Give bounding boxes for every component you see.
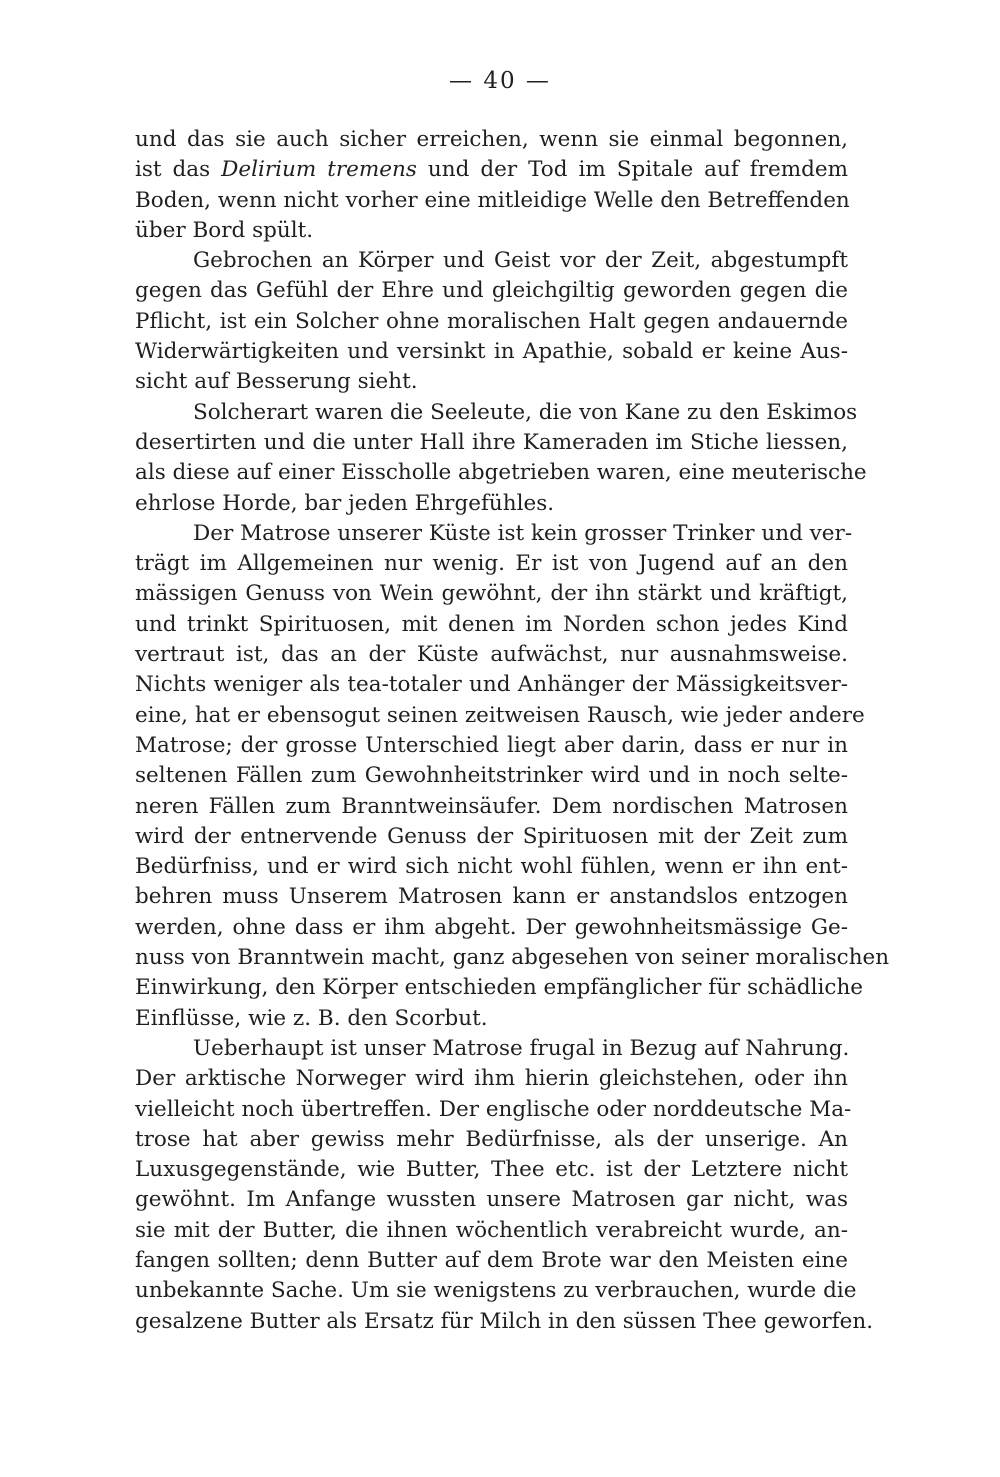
line-text: ehrlose Horde, bar jeden Ehrgefühles.	[135, 490, 555, 516]
text-line	[135, 640, 848, 670]
text-line	[135, 1307, 874, 1337]
text-line	[135, 398, 858, 428]
text-line	[135, 761, 848, 791]
text-line	[135, 852, 848, 882]
line-text: Gebrochen an Körper und Geist vor der Zeit, abgestumpft	[193, 248, 848, 274]
line-text: fangen sollten; denn Butter auf dem Brote war den Meisten eine	[135, 1247, 848, 1273]
text-line	[135, 822, 848, 852]
line-text: werden, ohne dass er ihm abgeht. Der gewohnheitsmässige Ge-	[135, 914, 848, 940]
text-line	[135, 731, 848, 761]
line-text: nuss von Branntwein macht, ganz abgesehen von seiner moralischen	[135, 945, 890, 971]
line-text: als diese auf einer Eisscholle abgetrieben waren, eine meuterische	[135, 460, 867, 486]
text-line	[135, 579, 848, 609]
line-text: Der arktische Norweger wird ihm hierin gleichstehen, oder ihn	[135, 1066, 848, 1092]
text-line	[135, 246, 848, 276]
line-text-continued: und der Tod im Spitale auf fremdem	[416, 157, 848, 183]
line-text: vielleicht noch übertreffen. Der englische oder norddeutsche Ma-	[135, 1096, 852, 1122]
text-line	[135, 1064, 848, 1094]
line-text: eine, hat er ebensogut seinen zeitweisen Rausch, wie jeder andere	[135, 702, 865, 728]
text-line	[135, 1034, 848, 1064]
text-line	[135, 216, 848, 246]
text-line	[135, 367, 848, 397]
body-text	[135, 125, 890, 1337]
line-text: mässigen Genuss von Wein gewöhnt, der ihn stärkt und kräftigt,	[135, 581, 848, 607]
text-line	[135, 186, 848, 216]
text-line	[135, 1185, 848, 1215]
line-text: behren muss Unserem Matrosen kann er anstandslos entzogen	[135, 884, 848, 910]
line-text: neren Fällen zum Branntweinsäufer. Dem nordischen Matrosen	[135, 793, 848, 819]
text-line	[135, 943, 890, 973]
text-line	[135, 792, 848, 822]
emphasized-term: Delirium tremens	[221, 157, 417, 183]
line-text: Luxusgegenstände, wie Butter, Thee etc. ist der Letztere nicht	[135, 1157, 848, 1183]
text-line	[135, 489, 848, 519]
line-text: vertraut ist, das an der Küste aufwächst, nur ausnahmsweise.	[135, 642, 848, 668]
text-line	[135, 428, 848, 458]
text-line	[135, 913, 848, 943]
line-text: trägt im Allgemeinen nur wenig. Er ist von Jugend auf an den	[135, 551, 848, 577]
line-text: über Bord spült.	[135, 217, 314, 243]
line-text: sie mit der Butter, die ihnen wöchentlich verabreicht wurde, an-	[135, 1217, 848, 1243]
line-text: desertirten und die unter Hall ihre Kameraden im Stiche liessen,	[135, 429, 848, 455]
text-line	[135, 276, 848, 306]
line-text: Boden, wenn nicht vorher eine mitleidige Welle den Betreffenden	[135, 187, 850, 213]
line-text: wird der entnervende Genuss der Spirituosen mit der Zeit zum	[135, 823, 848, 849]
text-line	[135, 1004, 848, 1034]
line-text: und trinkt Spirituosen, mit denen im Norden schon jedes Kind	[135, 611, 848, 637]
page-number: — 40 —	[449, 68, 551, 94]
text-line	[135, 549, 848, 579]
text-line	[135, 973, 864, 1003]
text-line	[135, 1216, 848, 1246]
line-text: Widerwärtigkeiten und versinkt in Apathie, sobald er keine Aus-	[135, 339, 848, 365]
text-line	[135, 1276, 857, 1306]
text-line	[135, 307, 848, 337]
line-text: Der Matrose unserer Küste ist kein grosser Trinker und ver-	[193, 520, 853, 546]
text-line	[135, 882, 848, 912]
line-text: Einflüsse, wie z. B. den Scorbut.	[135, 1005, 488, 1031]
line-text: ist das	[135, 157, 211, 183]
line-text: gesalzene Butter als Ersatz für Milch in den süssen Thee geworfen.	[135, 1308, 874, 1334]
text-line	[135, 701, 865, 731]
line-text: Bedürfniss, und er wird sich nicht wohl fühlen, wenn er ihn ent-	[135, 854, 848, 880]
text-line	[135, 670, 848, 700]
text-line	[135, 610, 848, 640]
line-text: und das sie auch sicher erreichen, wenn sie einmal begonnen,	[135, 127, 848, 152]
line-text: sicht auf Besserung sieht.	[135, 369, 418, 395]
text-line	[135, 1155, 848, 1185]
text-line	[135, 125, 848, 155]
line-text: Pflicht, ist ein Solcher ohne moralischen Halt gegen andauernde	[135, 308, 848, 334]
text-line	[135, 1125, 848, 1155]
text-line	[135, 155, 848, 185]
line-text: trose hat aber gewiss mehr Bedürfnisse, als der unserige. An	[135, 1126, 848, 1152]
line-text: gegen das Gefühl der Ehre und gleichgiltig geworden gegen die	[135, 278, 848, 304]
text-line	[135, 1246, 848, 1276]
text-line	[135, 519, 853, 549]
line-text: Nichts weniger als tea-totaler und Anhänger der Mässigkeitsver-	[135, 672, 848, 698]
line-text: seltenen Fällen zum Gewohnheitstrinker wird und in noch selte-	[135, 763, 848, 789]
line-text: Solcherart waren die Seeleute, die von Kane zu den Eskimos	[193, 399, 858, 425]
text-line	[135, 458, 867, 488]
line-text: gewöhnt. Im Anfange wussten unsere Matrosen gar nicht, was	[135, 1187, 848, 1213]
line-text: Einwirkung, den Körper entschieden empfänglicher für schädliche	[135, 975, 864, 1001]
line-text: Ueberhaupt ist unser Matrose frugal in Bezug auf Nahrung.	[193, 1035, 850, 1061]
line-text: unbekannte Sache. Um sie wenigstens zu verbrauchen, wurde die	[135, 1278, 857, 1304]
text-line	[135, 337, 848, 367]
text-line	[135, 1095, 852, 1125]
line-text: Matrose; der grosse Unterschied liegt aber darin, dass er nur in	[135, 732, 848, 758]
